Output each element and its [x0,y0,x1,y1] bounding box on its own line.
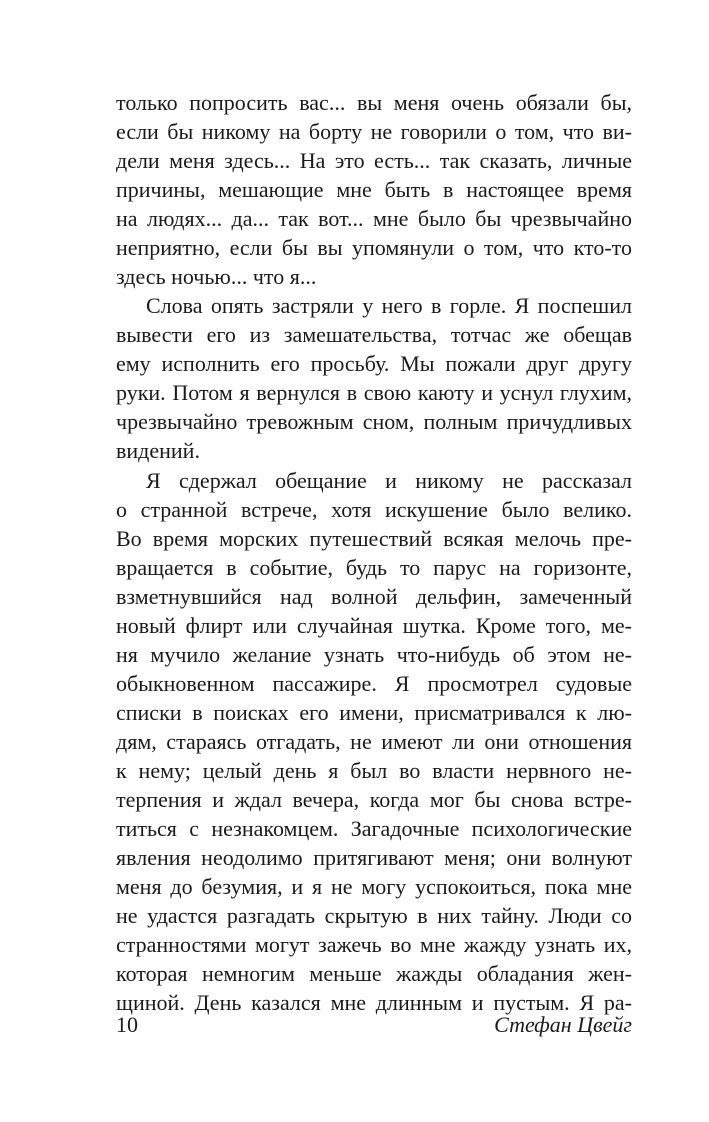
text-line: терпения и ждал вечера, когда мог бы снова встре- [116,787,632,812]
text-line: меня до безумия, и я не могу успокоиться, пока мне [116,874,632,899]
text-line: неприятно, если бы вы упомянули о том, что кто-то [116,235,632,260]
text-line: ему исполнить его просьбу. Мы пожали друг другу [116,351,632,376]
text-line: только попросить вас... вы меня очень обязали бы, [116,90,632,115]
text-line: Я сдержал обещание и никому не рассказал [146,468,632,493]
text-line: видений. [116,438,200,463]
text-line: ня мучило желание узнать что-нибудь об этом не- [116,642,632,667]
running-footer-author: Стефан Цвейг [494,1012,632,1037]
text-section-bottom [116,466,632,1017]
paragraph [116,291,632,465]
text-line: щиной. День казался мне длинным и пустым. Я ра- [116,990,632,1015]
page-number: 10 [116,1012,138,1037]
text-line: здесь ночью... что я... [116,264,317,289]
text-line: не удастся разгадать скрытую в них тайну. Люди со [116,903,632,928]
page-footer [116,1010,632,1040]
text-line: новый флирт или случайная шутка. Кроме того, ме- [116,613,632,638]
text-line: на людях... да... так вот... мне было бы чрезвычайно [116,206,632,231]
text-line: списки в поисках его имени, присматривался к лю- [116,700,632,725]
text-line: вывести его из замешательства, тотчас же обещав [116,322,632,347]
text-line: чрезвычайно тревожным сном, полным причудливых [116,409,632,434]
text-line: причины, мешающие мне быть в настоящее время [116,177,632,202]
text-line: вращается в событие, будь то парус на горизонте, [116,555,632,580]
text-line: титься с незнакомцем. Загадочные психологические [116,816,632,841]
text-line: к нему; целый день я был во власти нервного не- [116,758,632,783]
text-line: если бы никому на борту не говорили о том, что ви- [116,119,632,144]
text-line: взметнувшийся над волной дельфин, замеченный [116,584,632,609]
paragraph [116,466,632,1017]
text-line: дям, стараясь отгадать, не имеют ли они отношения [116,729,632,754]
text-line: обыкновенном пассажире. Я просмотрел судовые [116,671,632,696]
text-line: которая немногим меньше жажды обладания жен- [116,961,632,986]
text-line: явления неодолимо притягивают меня; они волнуют [116,845,632,870]
text-line: Слова опять застряли у него в горле. Я поспешил [146,293,632,318]
text-line: руки. Потом я вернулся в свою каюту и уснул глухим, [116,380,632,405]
text-line: странностями могут зажечь во мне жажду узнать их, [116,932,632,957]
text-line: дели меня здесь... На это есть... так сказать, личные [116,148,632,173]
text-line: о странной встрече, хотя искушение было велико. [116,497,632,522]
paragraph [116,88,632,291]
text-line: Во время морских путешествий всякая мелочь пре- [116,526,632,551]
text-section-top [116,88,632,465]
